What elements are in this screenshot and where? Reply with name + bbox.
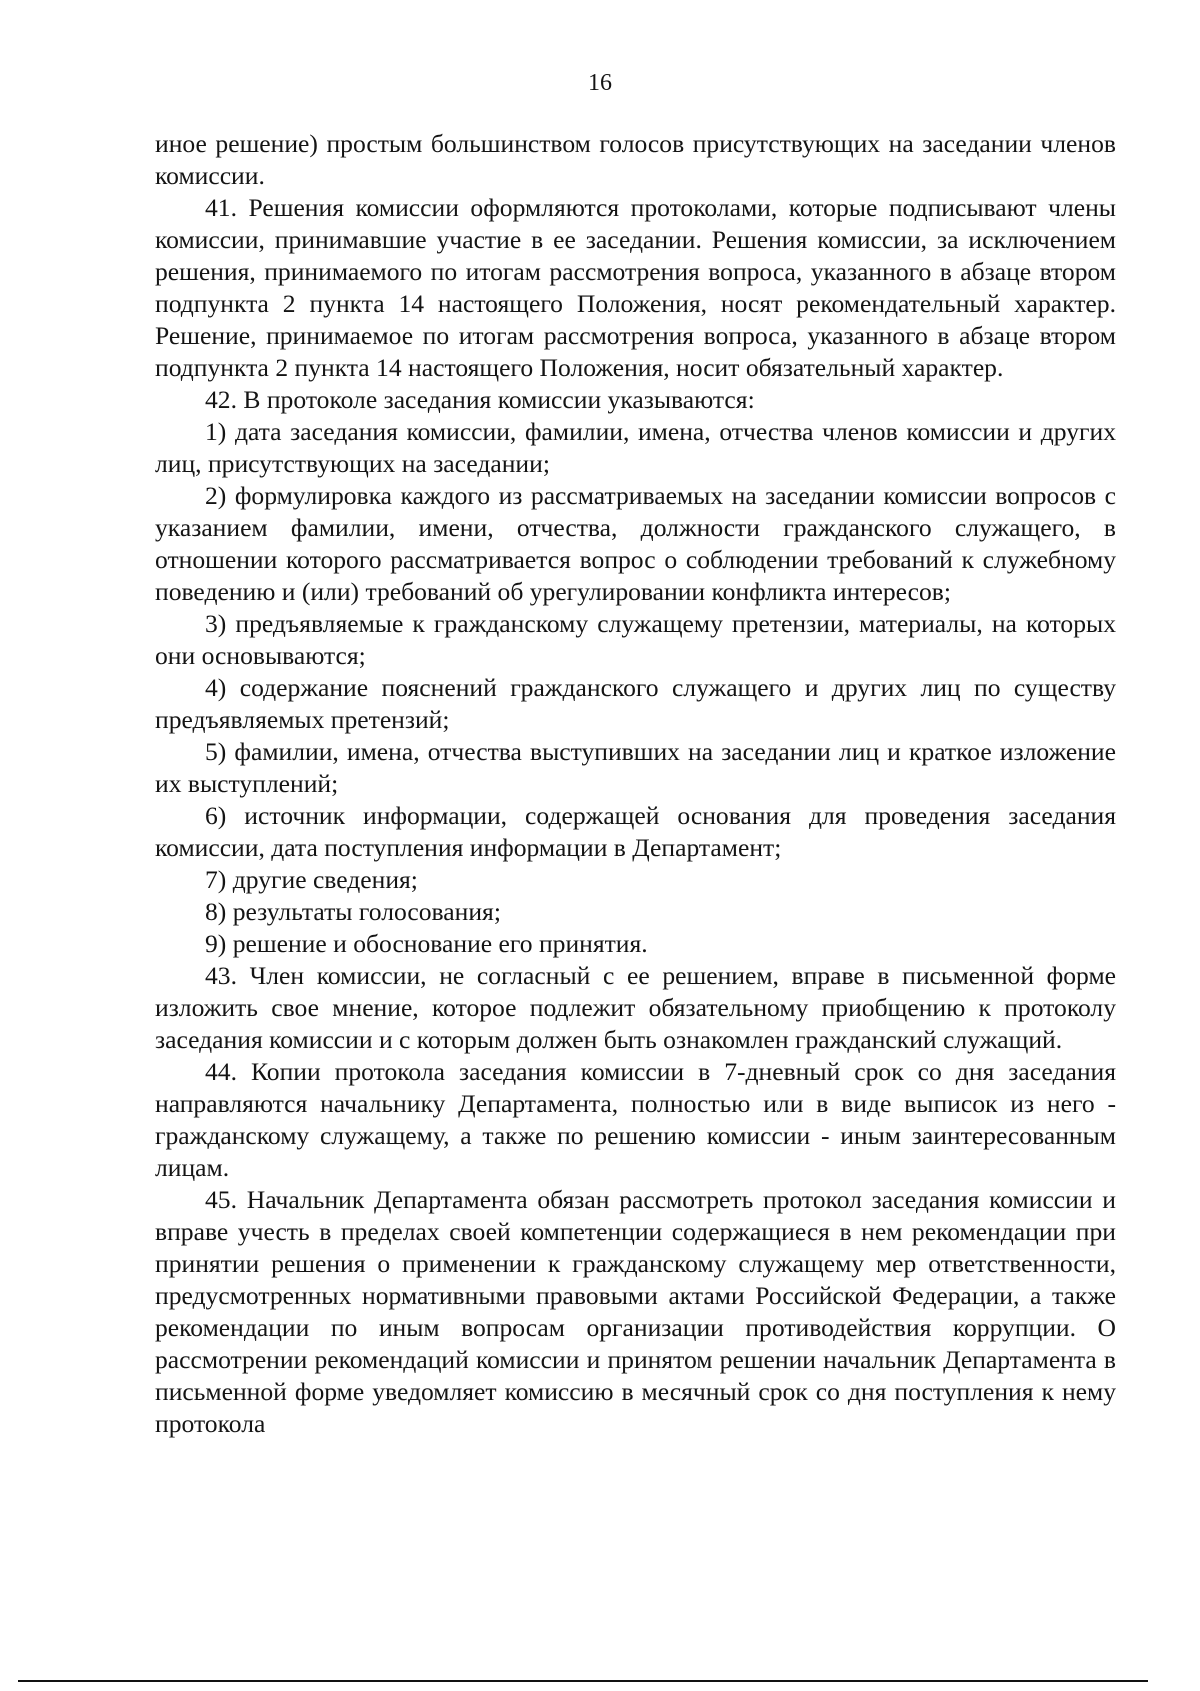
list-item-7: 7) другие сведения; [205,865,418,894]
document-body [155,128,1116,1440]
list-item-4: 4) содержание пояснений гражданского служащего и других лиц по существу предъявляемых претензий; [155,673,1116,734]
paragraph-42: 42. В протоколе заседания комиссии указываются: [205,385,755,414]
paragraph-43: 43. Член комиссии, не согласный с ее решением, вправе в письменной форме изложить свое мнение, которое подлежит обязательному приобщению к протоколу заседания комиссии и с которым должен быть ознакомлен гражданский служащий. [155,961,1116,1054]
list-item-3: 3) предъявляемые к гражданскому служащему претензии, материалы, на которых они основываются; [155,609,1116,670]
list-item-5: 5) фамилии, имена, отчества выступивших на заседании лиц и краткое изложение их выступлений; [155,737,1116,798]
list-item-8: 8) результаты голосования; [205,897,501,926]
paragraph-continuation: иное решение) простым большинством голосов присутствующих на заседании членов комиссии. [155,129,1116,190]
list-item-9: 9) решение и обоснование его принятия. [205,929,648,958]
paragraph-45: 45. Начальник Департамента обязан рассмотреть протокол заседания комиссии и вправе учесть в пределах своей компетенции содержащиеся в нем рекомендации при принятии решения о применении к гражданскому служащему мер ответственности, предусмотренных нормативными правовыми актами Российской Федерации, а также рекомендации по иным вопросам организации противодействия коррупции. О рассмотрении рекомендаций комиссии и принятом решении начальник Департамента в письменной форме уведомляет комиссию в месячный срок со дня поступления к нему протокола [155,1185,1116,1438]
list-item-2: 2) формулировка каждого из рассматриваемых на заседании комиссии вопросов с указанием фамилии, имени, отчества, должности гражданского служащего, в отношении которого рассматривается вопрос о соблюдении требований к служебному поведению и (или) требований об урегулировании конфликта интересов; [155,481,1116,606]
page-number: 16 [588,70,612,96]
bottom-rule [18,1680,1148,1682]
paragraph-41: 41. Решения комиссии оформляются протоколами, которые подписывают члены комиссии, принимавшие участие в ее заседании. Решения комиссии, за исключением решения, принимаемого по итогам рассмотрения вопроса, указанного в абзаце втором подпункта 2 пункта 14 настоящего Положения, носят рекомендательный характер. Решение, принимаемое по итогам рассмотрения вопроса, указанного в абзаце втором подпункта 2 пункта 14 настоящего Положения, носит обязательный характер. [155,193,1116,382]
list-item-6: 6) источник информации, содержащей основания для проведения заседания комиссии, дата поступления информации в Департамент; [155,801,1116,862]
paragraph-44: 44. Копии протокола заседания комиссии в 7-дневный срок со дня заседания направляются начальнику Департамента, полностью или в виде выписок из него - гражданскому служащему, а также по решению комиссии - иным заинтересованным лицам. [155,1057,1116,1182]
list-item-1: 1) дата заседания комиссии, фамилии, имена, отчества членов комиссии и других лиц, присутствующих на заседании; [155,417,1116,478]
